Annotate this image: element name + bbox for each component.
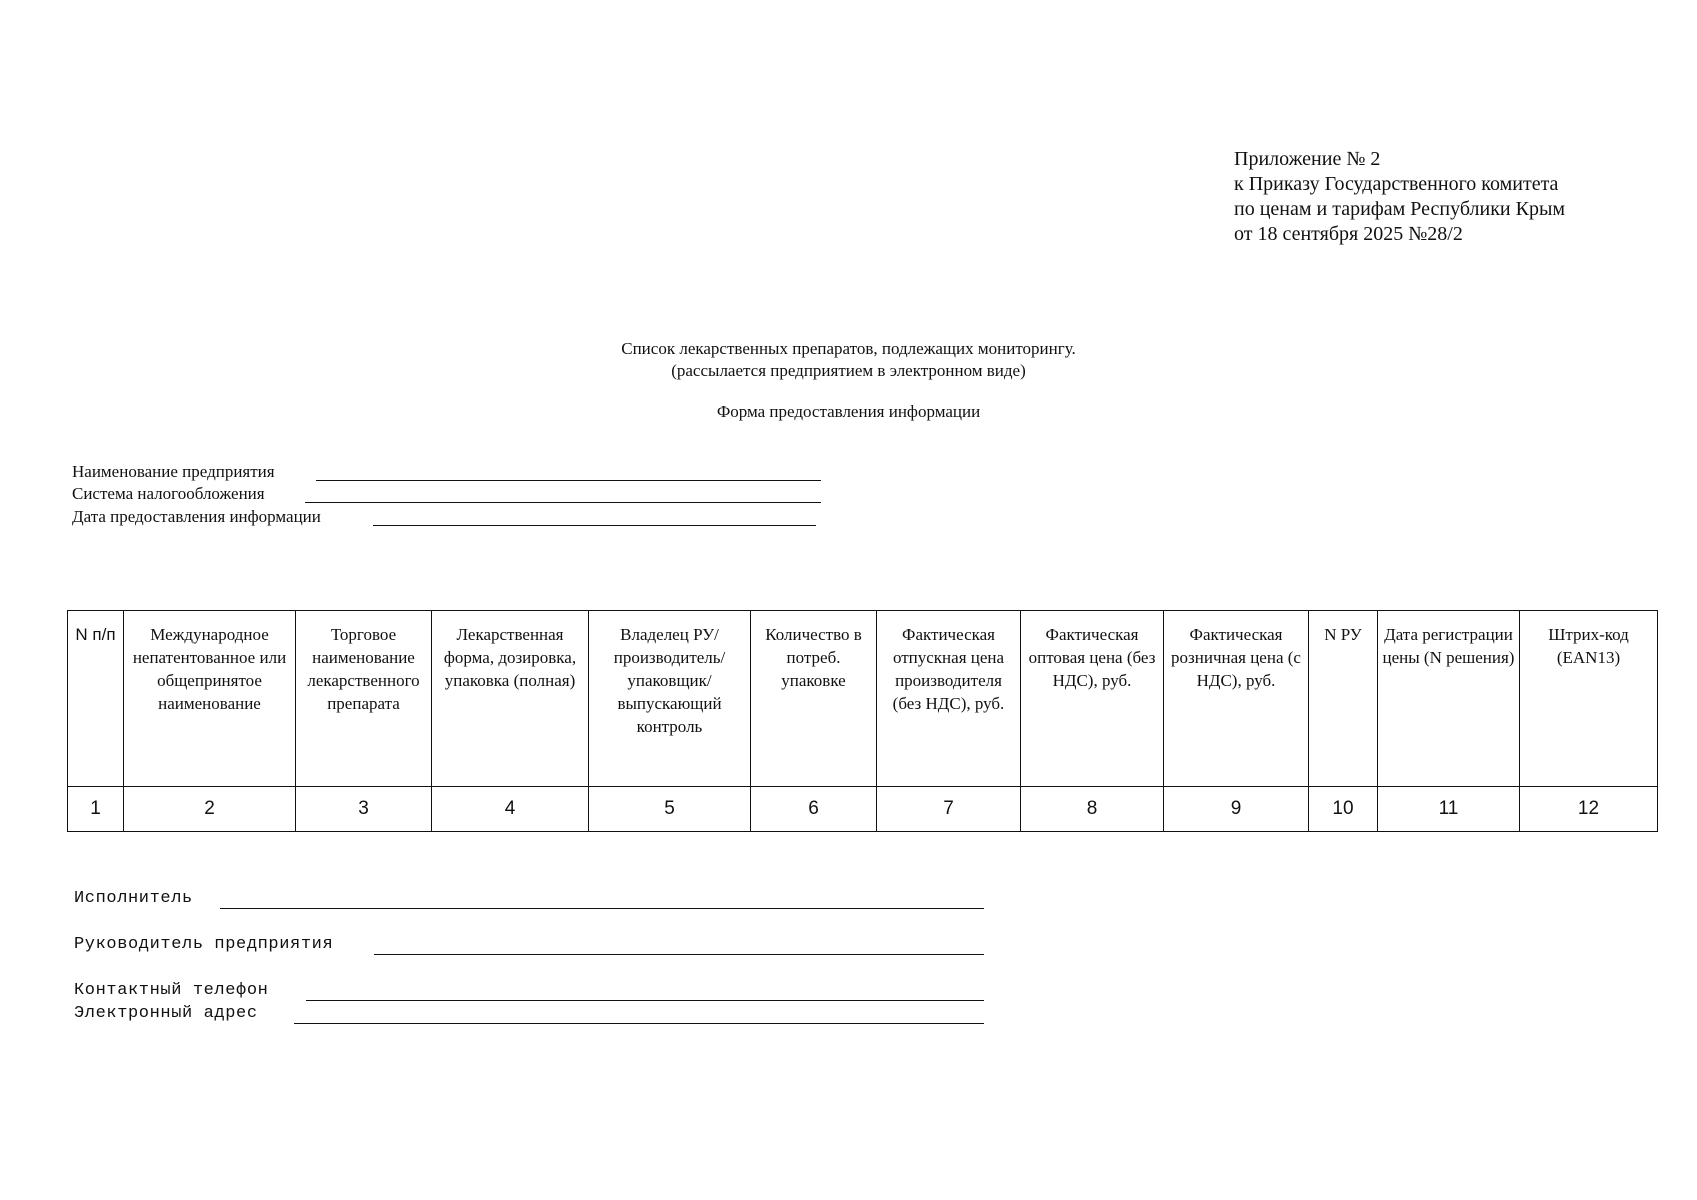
title-line-1: Список лекарственных препаратов, подлежащих мониторингу. (621, 339, 1076, 358)
header-cell: Количество в потреб. упаковке (751, 611, 877, 787)
medicines-table (67, 610, 1658, 832)
enterprise-name-label: Наименование предприятия (72, 462, 275, 481)
column-number-cell: 11 (1378, 787, 1520, 832)
info-date-field (72, 506, 321, 528)
column-number-cell: 4 (432, 787, 589, 832)
column-number-cell: 8 (1021, 787, 1164, 832)
title-line-2: (рассылается предприятием в электронном виде) (671, 361, 1026, 380)
phone-field (74, 981, 268, 1001)
appendix-block (1234, 147, 1565, 247)
tax-system-label: Система налогообложения (72, 484, 265, 503)
appendix-line: по ценам и тарифам Республики Крым (1234, 198, 1566, 220)
email-line[interactable] (294, 1023, 984, 1024)
column-number-cell: 3 (296, 787, 432, 832)
phone-label: Контактный телефон (74, 981, 269, 1000)
phone-line[interactable] (306, 1000, 984, 1001)
appendix-line: от 18 сентября 2025 №28/2 (1234, 223, 1463, 245)
tax-system-field (72, 483, 265, 505)
header-cell: N РУ (1309, 611, 1378, 787)
enterprise-name-line[interactable] (316, 480, 821, 481)
head-line[interactable] (374, 954, 984, 955)
head-field (74, 935, 333, 955)
column-number-cell: 9 (1164, 787, 1309, 832)
info-date-label: Дата предоставления информации (72, 507, 321, 526)
column-number-cell: 12 (1520, 787, 1658, 832)
executor-label: Исполнитель (74, 889, 193, 908)
header-cell: Торговое наименование лекарственного препарата (296, 611, 432, 787)
header-cell: Дата регистрации цены (N решения) (1378, 611, 1520, 787)
column-number-cell: 7 (877, 787, 1021, 832)
form-title: Форма предоставления информации (716, 402, 981, 421)
executor-line[interactable] (220, 908, 984, 909)
header-cell: Международное непатентованное или общепринятое наименование (124, 611, 296, 787)
column-number-cell: 10 (1309, 787, 1378, 832)
enterprise-name-field (72, 461, 275, 483)
header-cell: Фактическая отпускная цена производителя (без НДС), руб. (877, 611, 1021, 787)
email-label: Электронный адрес (74, 1004, 258, 1023)
info-date-line[interactable] (373, 525, 816, 526)
header-cell: Лекарственная форма, дозировка, упаковка (полная) (432, 611, 589, 787)
document-title (0, 338, 1697, 423)
appendix-line: к Приказу Государственного комитета (1234, 173, 1559, 195)
header-cell: Владелец РУ/производитель/упаковщик/выпускающий контроль (589, 611, 751, 787)
table-header-row (68, 611, 1658, 787)
email-field (74, 1004, 258, 1024)
column-number-cell: 5 (589, 787, 751, 832)
header-cell: N п/п (68, 611, 124, 787)
column-number-cell: 2 (124, 787, 296, 832)
header-cell: Фактическая оптовая цена (без НДС), руб. (1021, 611, 1164, 787)
appendix-line: Приложение № 2 (1234, 148, 1381, 170)
table-number-row (68, 787, 1658, 832)
tax-system-line[interactable] (305, 502, 821, 503)
column-number-cell: 1 (68, 787, 124, 832)
executor-field (74, 889, 193, 909)
header-cell: Штрих-код (EAN13) (1520, 611, 1658, 787)
column-number-cell: 6 (751, 787, 877, 832)
header-cell: Фактическая розничная цена (с НДС), руб. (1164, 611, 1309, 787)
head-label: Руководитель предприятия (74, 935, 334, 954)
